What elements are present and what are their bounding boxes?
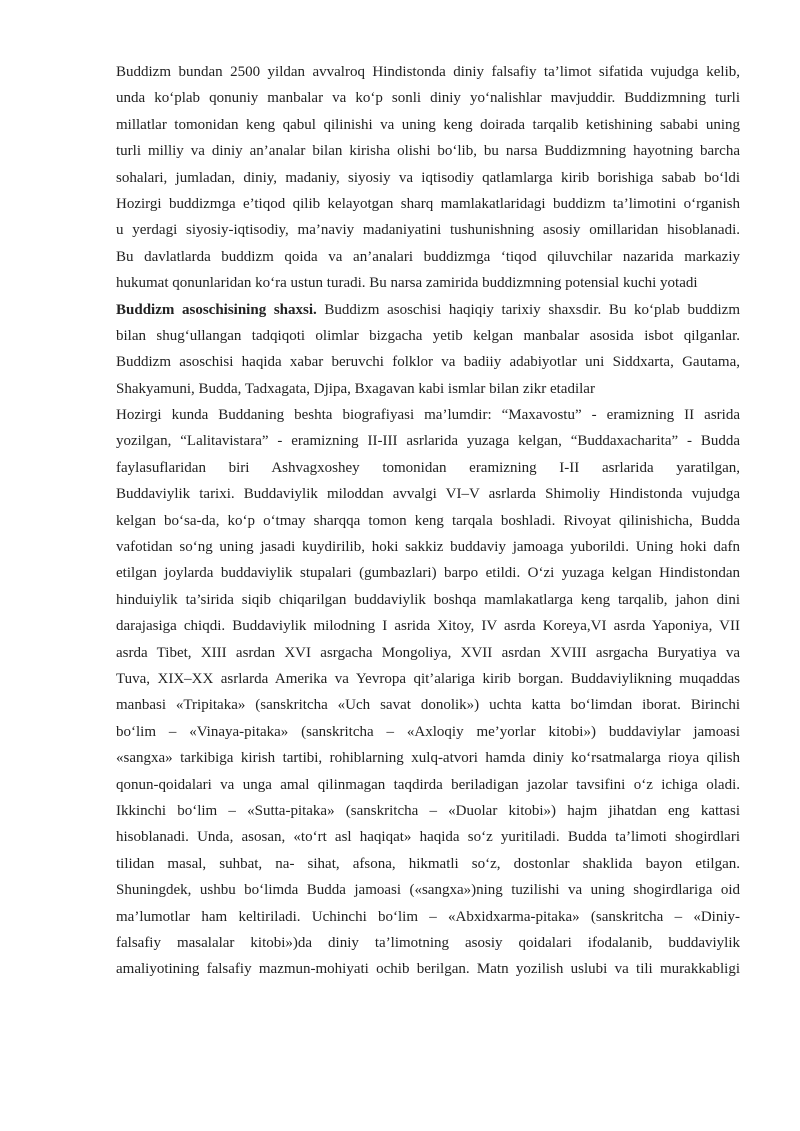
text-line (116, 640, 740, 666)
text-line (116, 772, 740, 798)
text-line (116, 534, 740, 560)
text-line (116, 85, 740, 111)
text-line (116, 798, 740, 824)
paragraph-text: millatlar tomonidan keng qabul qilinishi va uning keng doirada tarqalib ketishining sababi uning (116, 116, 740, 133)
paragraph-text: vafotidan so‘ng uning jasadi kuydirilib, hoki sakkiz buddaviy jamoaga yuborildi. Uning hoki dafn (116, 539, 740, 556)
text-line (116, 481, 740, 507)
paragraph-text: ma’lumotlar ham keltiriladi. Uchinchi bo‘lim – «Abxidxarma-pitaka» (sanskritcha – «Diniy- (116, 908, 740, 925)
paragraph-text: etilgan joylarda buddaviylik stupalari (gumbazlari) barpo etildi. O‘zi yuzaga kelgan Hindistondan (116, 565, 740, 582)
paragraph-text: bo‘lim – «Vinaya-pitaka» (sanskritcha – «Axloqiy me’yorlar kitobi») buddaviylar jamoasi (116, 723, 740, 740)
body-text (116, 59, 740, 983)
text-line (116, 613, 740, 639)
paragraph-text: hukumat qonunlaridan ko‘ra ustun turadi. Bu narsa zamirida buddizmning potensial kuchi yotadi (116, 275, 698, 292)
paragraph-text: Tuva, XIX–XX asrlarda Amerika va Yevropa qit’alariga kirib borgan. Buddaviylikning muqaddas (116, 670, 740, 687)
text-line (116, 508, 740, 534)
text-line (116, 297, 740, 323)
paragraph-text: kelgan bo‘sa-da, ko‘p o‘tmay sharqqa tomon keng tarqala boshladi. Rivoyat qilinishicha, Budda (116, 512, 740, 529)
text-line (116, 59, 740, 85)
paragraph-text: unda ko‘plab qonuniy manbalar va ko‘p sonli diniy yo‘nalishlar mavjuddir. Buddizmning turli (116, 90, 740, 107)
paragraph-text: falsafiy masalalar kitobi»)da diniy ta’limotning asosiy qoidalari ifodalanib, buddaviylik (116, 934, 740, 951)
text-line (116, 270, 740, 296)
text-line (116, 138, 740, 164)
paragraph-text: bilan shug‘ullangan tadqiqoti olimlar bizgacha yetib kelgan manbalar asosida isbot qilganlar. (116, 327, 740, 344)
text-line (116, 112, 740, 138)
text-line (116, 560, 740, 586)
text-line (116, 455, 740, 481)
paragraph-text: hisoblanadi. Unda, asosan, «to‘rt asl haqiqat» haqida so‘z yuritiladi. Budda ta’limoti shogirdlari (116, 829, 740, 846)
paragraph-text: «sangxa» tarkibiga kirish tartibi, rohiblarning xulq-atvori hamda diniy ko‘rsatmalarga rioya qilish (116, 750, 740, 767)
text-line (116, 376, 740, 402)
section-heading: Buddizm asoschisining shaxsi. (116, 301, 317, 318)
paragraph-text: Shakyamuni, Budda, Tadxagata, Djipa, Bxagavan kabi ismlar bilan zikr etadilar (116, 380, 595, 397)
text-line (116, 851, 740, 877)
text-line (116, 191, 740, 217)
paragraph-text: hinduiylik ta’sirida siqib chiqarilgan buddaviylik boshqa mamlakatlarga keng tarqalib, jahon dini (116, 591, 740, 608)
paragraph-text: Buddaviylik tarixi. Buddaviylik miloddan avvalgi VI–V asrlarda Shimoliy Hindistonda vujudga (116, 486, 740, 503)
text-line (116, 323, 740, 349)
paragraph-text: Hozirgi buddizmga e’tiqod qilib kelayotgan sharq mamlakatlaridagi buddizm ta’limotini o‘rganish (116, 195, 740, 212)
text-line (116, 165, 740, 191)
text-line (116, 428, 740, 454)
text-line (116, 402, 740, 428)
paragraph-text: amaliyotining falsafiy mazmun-mohiyati ochib berilgan. Matn yozilish uslubi va tili murakkabligi (116, 961, 740, 978)
text-line (116, 877, 740, 903)
paragraph-text: turli milliy va diniy an’analar bilan kirisha olishi bo‘lib, bu narsa Buddizmning hayotning barcha (116, 143, 740, 160)
text-line (116, 692, 740, 718)
paragraph-text: qonun-qoidalari va unga amal qilinmagan taqdirda beriladigan jazolar tavsifini o‘z ichiga oladi. (116, 776, 740, 793)
text-line (116, 244, 740, 270)
paragraph-text: asrda Tibet, XIII asrdan XVI asrgacha Mongoliya, XVII asrdan XVIII asrgacha Buryatiya va (116, 644, 740, 661)
text-line (116, 904, 740, 930)
paragraph-text: yozilgan, “Lalitavistara” - eramizning II-III asrlarida yuzaga kelgan, “Buddaxacharita” - Budda (116, 433, 740, 450)
text-line (116, 666, 740, 692)
paragraph-text: Shuningdek, ushbu bo‘limda Budda jamoasi («sangxa»)ning tuzilishi va uning shogirdlariga oid (116, 882, 740, 899)
paragraph-text: manbasi «Tripitaka» (sanskritcha «Uch savat donolik») uchta katta bo‘limdan iborat. Birinchi (116, 697, 740, 714)
text-line (116, 719, 740, 745)
paragraph-text: Bu davlatlarda buddizm qoida va an’analari buddizmga ‘tiqod qiluvchilar nazarida markaziy (116, 248, 740, 265)
paragraph-text: Hozirgi kunda Buddaning beshta biografiyasi ma’lumdir: “Maxavostu” - eramizning II asrida (116, 407, 740, 424)
paragraph-text: Buddizm bundan 2500 yildan avvalroq Hindistonda diniy falsafiy ta’limot sifatida vujudga kelib, (116, 64, 740, 80)
paragraph-text: u yerdagi siyosiy-iqtisodiy, ma’naviy madaniyatini tushunishning asosiy omillaridan hisoblanadi. (116, 222, 740, 239)
text-line (116, 956, 740, 982)
paragraph-text: darajasiga chiqdi. Buddaviylik milodning I asrida Xitoy, IV asrda Koreya,VI asrda Yaponiya, VII (116, 618, 740, 635)
text-line (116, 217, 740, 243)
text-line (116, 930, 740, 956)
paragraph-text: faylasuflaridan biri Ashvagxoshey tomonidan eramizning I-II asrlarida yaratilgan, (116, 459, 740, 476)
paragraph-text: Buddizm asoschisi haqiqiy tarixiy shaxsdir. Bu ko‘plab buddizm (316, 301, 740, 318)
text-line (116, 745, 740, 771)
text-line (116, 349, 740, 375)
paragraph-text: sohalari, jumladan, diniy, madaniy, siyosiy va iqtisodiy qatlamlarga kirib borishiga sabab bo‘ldi (116, 169, 740, 186)
text-line (116, 824, 740, 850)
paragraph-text: tilidan masal, suhbat, na- sihat, afsona, hikmatli so‘z, dostonlar shaklida bayon etilgan. (116, 855, 740, 872)
text-line (116, 587, 740, 613)
paragraph-text: Ikkinchi bo‘lim – «Sutta-pitaka» (sanskritcha – «Duolar kitobi») hajm jihatdan eng kattasi (116, 802, 740, 819)
paragraph-text: Buddizm asoschisi haqida xabar beruvchi folklor va badiiy adabiyotlar uni Siddxarta, Gautama, (116, 354, 740, 371)
